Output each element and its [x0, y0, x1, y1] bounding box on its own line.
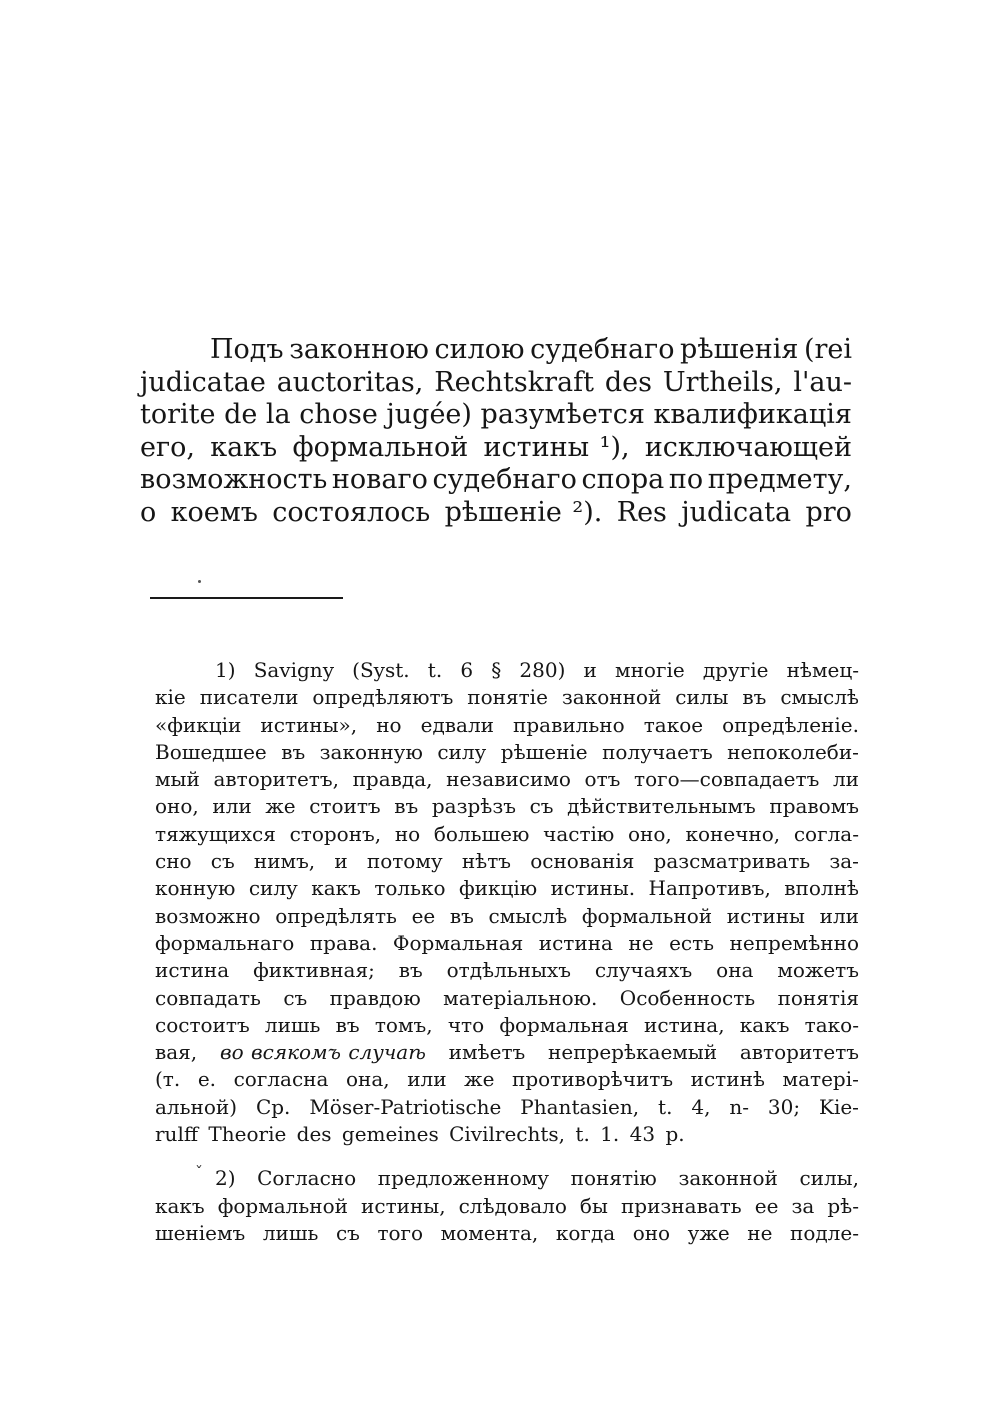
word: 1.	[600, 1122, 620, 1147]
word: силу	[248, 876, 298, 901]
word: разрѣзъ	[431, 794, 516, 819]
word: совпадать	[155, 985, 261, 1010]
word: 1)	[215, 658, 236, 682]
word: подле-	[789, 1220, 859, 1245]
footnote-1-line-13	[155, 985, 859, 1012]
word: фикцію	[459, 876, 538, 901]
word: частію	[543, 821, 615, 846]
word: 43	[629, 1122, 656, 1147]
word: какъ	[739, 1012, 790, 1037]
footnote-2-line-2	[155, 1193, 859, 1220]
word: и	[583, 658, 597, 682]
word: альной)	[155, 1094, 238, 1119]
word: n-	[729, 1094, 749, 1119]
word: состоитъ	[155, 1012, 250, 1037]
word: можетъ	[777, 958, 859, 983]
word: конную	[155, 876, 236, 901]
word: же	[464, 1067, 495, 1092]
word: рѣшеніе ²).	[444, 496, 603, 528]
word: Res	[616, 496, 667, 528]
word: непремѣнно	[729, 930, 859, 955]
footnote-1-line-6	[155, 793, 859, 820]
word: опредѣлять	[275, 903, 397, 928]
word: матеріальною.	[443, 985, 598, 1010]
word: оно,	[628, 821, 672, 846]
word: или	[407, 1067, 447, 1092]
word: въ	[394, 794, 419, 819]
word: кіе	[155, 685, 186, 710]
word: лишь	[264, 1012, 321, 1037]
word: правда,	[352, 767, 433, 792]
word: она,	[345, 1067, 390, 1092]
word: права.	[309, 930, 378, 955]
word: въ	[742, 685, 767, 710]
word: исключающей	[644, 431, 852, 463]
word: тако-	[804, 1012, 859, 1037]
word: е.	[197, 1067, 217, 1092]
word: силою	[434, 334, 525, 365]
word: Kie-	[819, 1094, 859, 1119]
footnote-1-line-15	[155, 1039, 859, 1066]
word: съ	[529, 794, 554, 819]
word: нѣмец-	[786, 658, 859, 682]
word: его,	[140, 431, 195, 463]
word: по	[668, 464, 704, 496]
main-line-2	[140, 367, 852, 400]
word: но	[394, 821, 421, 846]
word: непрерѣкаемый	[548, 1040, 718, 1065]
word: истины ¹),	[483, 431, 630, 463]
main-line-3	[140, 399, 852, 432]
word: предмету,	[707, 464, 852, 496]
word: jugée)	[386, 399, 472, 431]
word: отъ	[584, 767, 621, 792]
footnote-1-line-18	[155, 1121, 859, 1148]
word: (т.	[155, 1067, 181, 1092]
word: Urtheils,	[662, 366, 783, 398]
word: Möser-Patriotische	[309, 1094, 502, 1119]
word: того—совпадаетъ	[634, 767, 820, 792]
word: понятія	[777, 985, 859, 1010]
word: такое	[643, 712, 704, 737]
word: 2)	[215, 1166, 236, 1191]
main-line-1	[140, 334, 852, 367]
word: опредѣленіе.	[722, 712, 859, 737]
word: или	[212, 794, 252, 819]
word: коемъ	[170, 496, 258, 528]
word: (Syst.	[352, 658, 410, 682]
word: съ	[210, 849, 235, 874]
word: auctoritas,	[276, 366, 424, 398]
word: Ср.	[255, 1094, 291, 1119]
word: Civilrechts,	[449, 1122, 566, 1147]
footnote-1-line-5	[155, 766, 859, 793]
word: большею	[433, 821, 530, 846]
word: авторитетъ	[739, 1040, 859, 1065]
word: квалификація	[653, 399, 852, 431]
word: вполнѣ	[784, 876, 859, 901]
word: конечно,	[685, 821, 781, 846]
word: какъ	[210, 431, 278, 463]
word: p.	[665, 1122, 685, 1147]
word: t.	[575, 1122, 590, 1147]
word: Вошедшее	[155, 739, 267, 764]
word: ее	[754, 1193, 779, 1218]
word: Savigny	[253, 658, 334, 682]
word: авторитетъ,	[213, 767, 339, 792]
word: разумѣется	[480, 399, 645, 431]
word: «фикціи	[155, 712, 242, 737]
word: случаяхъ	[594, 958, 693, 983]
footnote-1-line-17	[155, 1094, 859, 1121]
word: что	[447, 1012, 485, 1037]
footnote-divider	[150, 597, 343, 599]
word: judicata	[681, 496, 792, 528]
word: мый	[155, 767, 200, 792]
word: въ	[281, 739, 306, 764]
word: возможность	[140, 464, 328, 496]
word: Подъ	[210, 334, 284, 365]
word: оно	[632, 1220, 671, 1245]
word: Согласно	[257, 1166, 357, 1191]
word: о	[140, 496, 157, 528]
word: въ	[449, 903, 474, 928]
word: предложенному	[377, 1166, 550, 1191]
footnote-1-line-12	[155, 957, 859, 984]
word: въ	[398, 958, 423, 983]
word: правомъ	[769, 794, 859, 819]
word: признавать	[620, 1193, 742, 1218]
italic-phrase: во всякомъ случаѣ	[219, 1040, 426, 1065]
ink-speck	[198, 580, 201, 583]
word: получаетъ	[602, 739, 713, 764]
word: состоялось	[272, 496, 431, 528]
word: формальной	[581, 903, 713, 928]
word: фиктивная;	[253, 958, 375, 983]
word: §	[491, 658, 502, 682]
word: de	[224, 399, 258, 431]
word: только	[374, 876, 446, 901]
word: отдѣльныхъ	[446, 958, 571, 983]
word: Theorie	[208, 1122, 287, 1147]
word: la	[265, 399, 291, 431]
footnote-1-line-16	[155, 1066, 859, 1093]
word: Rechtskraft	[434, 366, 594, 398]
word: противорѣчитъ	[511, 1067, 674, 1092]
word: и	[334, 849, 348, 874]
word: уже	[687, 1220, 730, 1245]
word: (rei	[803, 334, 852, 365]
footnote-1-line-2	[155, 684, 859, 711]
word: правильно	[513, 712, 625, 737]
word: des	[604, 366, 652, 398]
word: силы,	[799, 1166, 859, 1191]
word: рѣ-	[827, 1193, 859, 1218]
word: 4,	[691, 1094, 711, 1119]
word: имѣетъ	[448, 1040, 526, 1065]
word: chose	[299, 399, 378, 431]
word: матері-	[782, 1067, 859, 1092]
word: истины,	[361, 1193, 446, 1218]
word: силу	[437, 739, 487, 764]
word: же	[265, 794, 296, 819]
footnote-1-line-14	[155, 1012, 859, 1039]
word: истина	[155, 958, 230, 983]
word: законную	[319, 739, 423, 764]
word: 30;	[767, 1094, 801, 1119]
footnote-1-line-3	[155, 712, 859, 739]
word: формальная	[499, 1012, 629, 1037]
word: рѣшеніе	[500, 739, 588, 764]
word: t.	[658, 1094, 673, 1119]
footnote-1-line-1	[155, 657, 859, 684]
word: независимо	[446, 767, 571, 792]
word: gemeines	[341, 1122, 439, 1147]
word: оно,	[155, 794, 199, 819]
word: силы	[675, 685, 729, 710]
footnote-1-line-10	[155, 903, 859, 930]
word: съ	[283, 985, 308, 1010]
word: ее	[411, 903, 436, 928]
word: или	[819, 903, 859, 928]
word: законной	[678, 1166, 778, 1191]
word: другіе	[702, 658, 769, 682]
word: судебнаго	[530, 334, 675, 365]
word: многіе	[615, 658, 685, 682]
word: l'au-	[793, 366, 852, 398]
main-line-5	[140, 464, 852, 497]
word: рѣшенія	[680, 334, 799, 365]
word: Напротивъ,	[648, 876, 771, 901]
footnotes	[155, 657, 859, 1247]
footnote-2-line-3	[155, 1220, 859, 1247]
word: законной	[561, 685, 662, 710]
word: истина,	[644, 1012, 725, 1037]
word: того	[377, 1220, 424, 1245]
word: des	[296, 1122, 332, 1147]
word: 6	[460, 658, 474, 682]
word: съ	[335, 1220, 360, 1245]
word: истинѣ	[690, 1067, 765, 1092]
footnote-2-line-1	[155, 1165, 859, 1192]
word: истины	[726, 903, 805, 928]
footnote-1-line-7	[155, 821, 859, 848]
main-paragraph	[140, 334, 852, 530]
main-line-6	[140, 497, 852, 530]
word: есть	[669, 930, 715, 955]
word: когда	[555, 1220, 616, 1245]
word: t.	[427, 658, 443, 682]
word: сно	[155, 849, 192, 874]
word: новаго	[331, 464, 428, 496]
word: за	[791, 1193, 815, 1218]
word: согла-	[793, 821, 859, 846]
word: не	[628, 930, 654, 955]
word: непоколеби-	[727, 739, 859, 764]
main-line-4	[140, 432, 852, 465]
word: законною	[289, 334, 429, 365]
word: 280)	[519, 658, 566, 682]
word: истины.	[550, 876, 636, 901]
word: нимъ,	[253, 849, 316, 874]
word: какъ	[155, 1193, 205, 1218]
word: истины»,	[260, 712, 358, 737]
word: писатели	[199, 685, 299, 710]
word: тяжущихся	[155, 821, 276, 846]
word: стоитъ	[309, 794, 381, 819]
word: но	[376, 712, 402, 737]
word: понятію	[570, 1166, 657, 1191]
word: лишь	[262, 1220, 319, 1245]
word: томъ,	[374, 1012, 433, 1037]
word: согласна	[233, 1067, 329, 1092]
stray-mark: ˇ	[195, 1163, 203, 1182]
word: Особенность	[619, 985, 756, 1010]
word: опредѣляютъ	[312, 685, 454, 710]
word: дѣйствительнымъ	[567, 794, 756, 819]
word: бы	[579, 1193, 608, 1218]
footnote-1-line-9	[155, 875, 859, 902]
word: разсматривать	[653, 849, 811, 874]
word: смыслѣ	[780, 685, 859, 710]
word: сторонъ,	[289, 821, 382, 846]
footnote-1-line-8	[155, 848, 859, 875]
word: едвали	[420, 712, 494, 737]
word: потому	[366, 849, 443, 874]
word: pro	[805, 496, 852, 528]
footnote-1-line-4	[155, 739, 859, 766]
word: она	[716, 958, 754, 983]
word: нѣтъ	[461, 849, 512, 874]
word: въ	[335, 1012, 360, 1037]
word: шеніемъ	[155, 1220, 246, 1245]
word: torite	[140, 399, 216, 431]
word: формальной	[292, 431, 469, 463]
word: судебнаго	[432, 464, 577, 496]
word: вая,	[155, 1040, 198, 1065]
word: judicatae	[140, 366, 266, 398]
word: возможно	[155, 903, 261, 928]
word: не	[747, 1220, 773, 1245]
word: формальной	[217, 1193, 348, 1218]
footnote-1-line-11	[155, 930, 859, 957]
word: формальнаго	[155, 930, 295, 955]
word: слѣдовало	[458, 1193, 567, 1218]
word: истина	[538, 930, 613, 955]
word: понятіе	[467, 685, 548, 710]
word: rulff	[155, 1122, 199, 1147]
word: момента,	[440, 1220, 539, 1245]
word: какъ	[311, 876, 361, 901]
word: спора	[581, 464, 665, 496]
word: за-	[829, 849, 859, 874]
footnote-gap	[155, 1148, 859, 1165]
word: смыслѣ	[488, 903, 568, 928]
word: правдою	[329, 985, 421, 1010]
word: Формальная	[392, 930, 524, 955]
word: ли	[832, 767, 859, 792]
word: Phantasien,	[520, 1094, 640, 1119]
word: основанія	[530, 849, 635, 874]
